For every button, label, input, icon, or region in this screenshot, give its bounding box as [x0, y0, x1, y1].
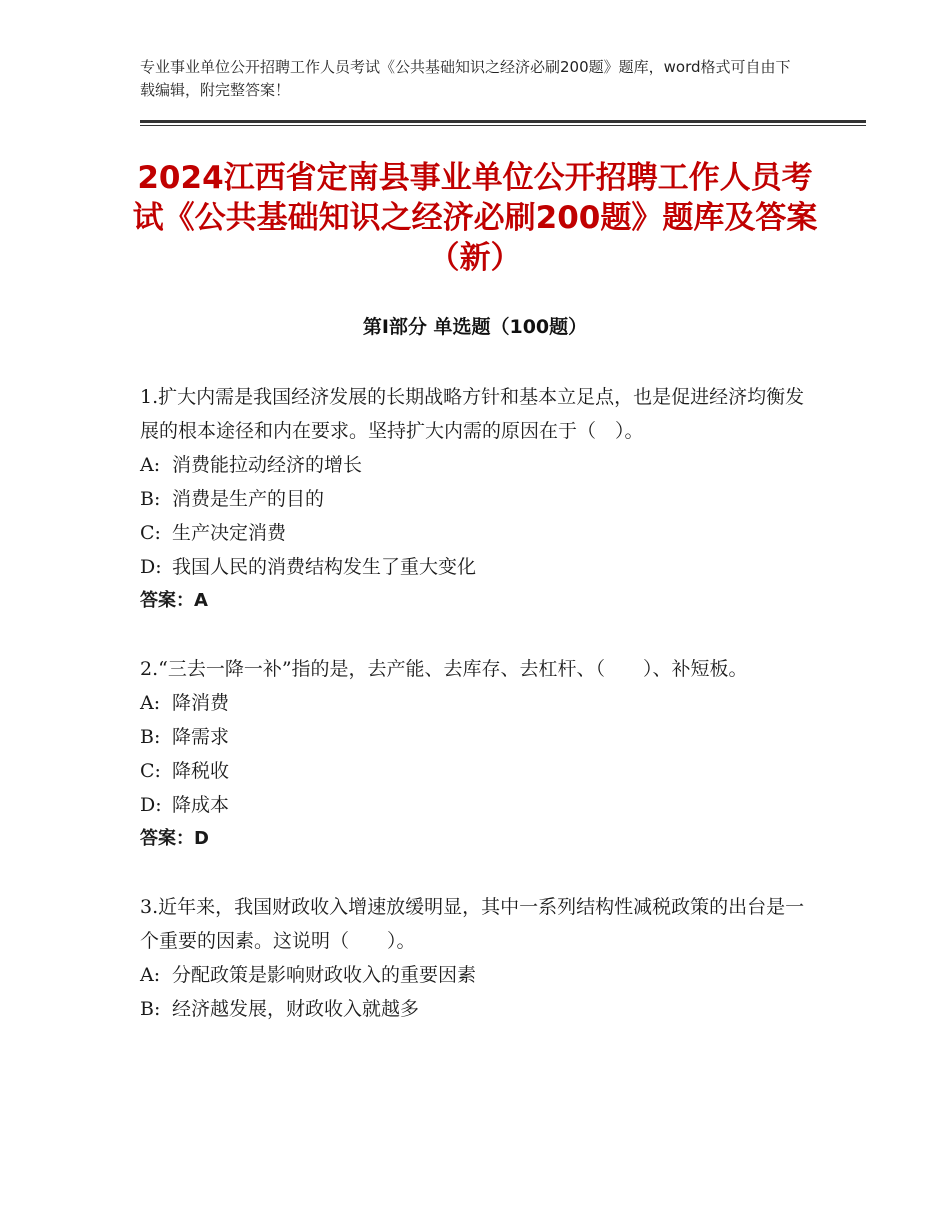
option-text: 消费是生产的目的	[172, 488, 325, 510]
option-text: 我国人民的消费结构发生了重大变化	[172, 556, 477, 578]
option-text: 降消费	[172, 692, 230, 714]
option-letter: B:	[140, 726, 161, 748]
option-c	[140, 516, 820, 550]
option-letter: B:	[140, 998, 161, 1020]
option-a	[140, 686, 820, 720]
document-title: 2024江西省定南县事业单位公开招聘工作人员考试《公共基础知识之经济必刷200题》题库及答案（新）	[132, 160, 818, 276]
header-note: 专业事业单位公开招聘工作人员考试《公共基础知识之经济必刷200题》题库，word格式可自由下载编辑，附完整答案！	[140, 58, 791, 99]
answer-line: 答案：A	[140, 590, 208, 611]
option-a	[140, 448, 820, 482]
question-stem: 3.近年来，我国财政收入增速放缓明显，其中一系列结构性减税政策的出台是一个重要的因素。这说明（ ）。	[140, 896, 805, 952]
option-letter: C:	[140, 522, 161, 544]
option-letter: A:	[140, 692, 161, 714]
option-letter: A:	[140, 964, 161, 986]
option-letter: D:	[140, 794, 162, 816]
option-letter: B:	[140, 488, 161, 510]
option-b	[140, 992, 820, 1026]
question-1	[140, 380, 820, 618]
option-d	[140, 550, 820, 584]
option-text: 消费能拉动经济的增长	[172, 454, 363, 476]
question-3	[140, 890, 820, 1026]
option-text: 经济越发展，财政收入就越多	[172, 998, 420, 1020]
option-letter: A:	[140, 454, 161, 476]
answer-line: 答案：D	[140, 828, 209, 849]
question-list	[140, 380, 820, 1060]
question-stem: 1.扩大内需是我国经济发展的长期战略方针和基本立足点，也是促进经济均衡发展的根本途径和内在要求。坚持扩大内需的原因在于（ ）。	[140, 386, 805, 442]
option-letter: C:	[140, 760, 161, 782]
option-text: 降需求	[172, 726, 230, 748]
option-text: 降成本	[172, 794, 230, 816]
option-text: 分配政策是影响财政收入的重要因素	[172, 964, 477, 986]
option-b	[140, 482, 820, 516]
option-a	[140, 958, 820, 992]
option-d	[140, 788, 820, 822]
header-rule-thick	[140, 120, 866, 123]
header-rule-thin	[140, 125, 866, 126]
question-2	[140, 652, 820, 856]
option-b	[140, 720, 820, 754]
option-text: 生产决定消费	[172, 522, 287, 544]
option-c	[140, 754, 820, 788]
section-heading: 第Ⅰ部分 单选题（100题）	[362, 316, 588, 338]
question-stem: 2.“三去一降一补”指的是，去产能、去库存、去杠杆、（ ）、补短板。	[140, 658, 748, 680]
option-letter: D:	[140, 556, 162, 578]
option-text: 降税收	[172, 760, 230, 782]
